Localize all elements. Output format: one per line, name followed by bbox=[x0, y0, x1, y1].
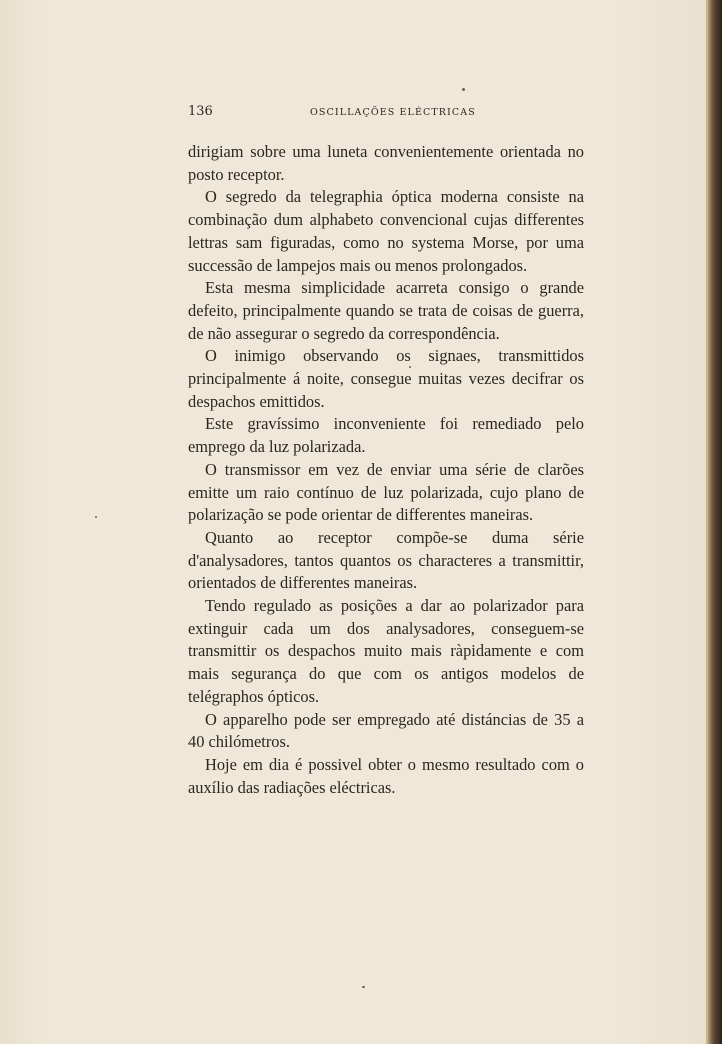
paragraph: Tendo regulado as posições a dar ao polarizador para extinguir cada um dos analysadores, conseguem-se transmittir os despachos muito mais ràpidamente e com mais segurança do que com os antigos modelos de telégraphos ópticos. bbox=[188, 596, 584, 706]
page-number: 136 bbox=[188, 104, 213, 119]
binding-edge bbox=[708, 0, 722, 1044]
paper-speck bbox=[409, 366, 411, 368]
paper-speck bbox=[462, 88, 465, 91]
paragraph: dirigiam sobre uma luneta convenientemente orientada no posto receptor. bbox=[188, 142, 584, 184]
paper-speck bbox=[95, 516, 97, 518]
paragraph: O transmissor em vez de enviar uma série de clarões emitte um raio contínuo de luz polarizada, cujo plano de polarização se pode orientar de differentes maneiras. bbox=[188, 459, 584, 525]
paragraph: Esta mesma simplicidade acarreta consigo o grande defeito, principalmente quando se trata de coisas de guerra, de não assegurar o segredo da correspondência. bbox=[188, 278, 584, 343]
page-header bbox=[188, 104, 584, 124]
paragraph: O apparelho pode ser empregado até distáncias de 35 a 40 chilómetros. bbox=[188, 709, 584, 752]
paper-speck bbox=[362, 986, 365, 988]
paragraph: Hoje em dia é possivel obter o mesmo resultado com o auxílio das radiações eléctricas. bbox=[188, 754, 584, 797]
running-head: OSCILLAÇÕES ELÉCTRICAS bbox=[310, 107, 476, 118]
paragraph: O inimigo observando os signaes, transmittidos principalmente á noite, consegue muitas vezes decifrar os despachos emittidos. bbox=[188, 346, 584, 411]
body-text bbox=[188, 141, 584, 799]
paragraph: Este gravíssimo inconveniente foi remediado pelo emprego da luz polarizada. bbox=[188, 414, 584, 457]
paragraph: O segredo da telegraphia óptica moderna consiste na combinação dum alphabeto convencional cujas differentes lettras sam figuradas, como no systema Morse, por uma successão de lampejos mais ou menos prolongados. bbox=[188, 187, 584, 275]
paragraph: Quanto ao receptor compõe-se duma série d'analysadores, tantos quantos os characteres a transmittir, orientados de differentes maneiras. bbox=[188, 527, 584, 593]
